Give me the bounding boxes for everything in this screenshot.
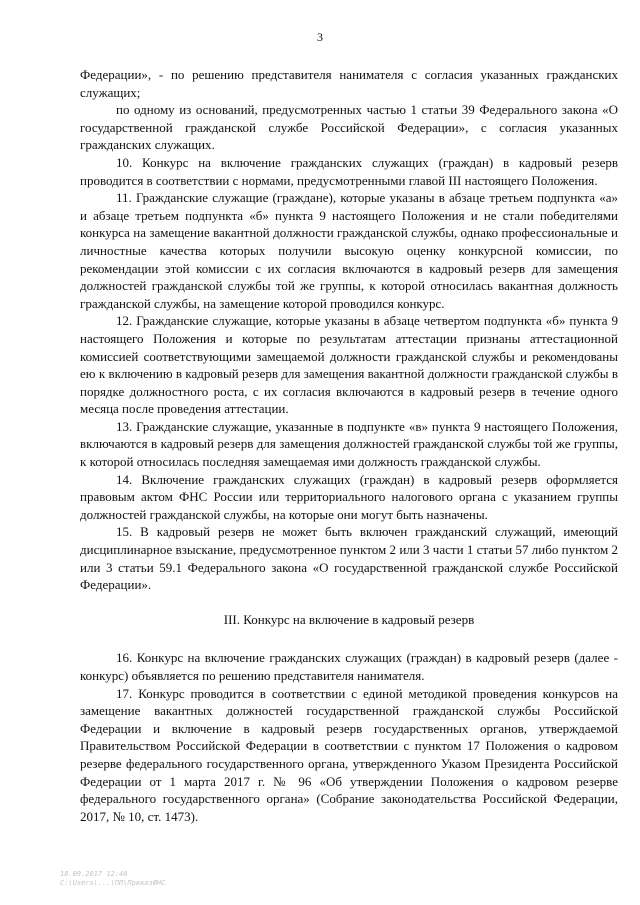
- paragraph-item-12: 12. Гражданские служащие, которые указаны в абзаце четвертом подпункта «б» пункта 9 настоящего Положения и которые по результатам аттестации признаны аттестационной комиссией соответствующими замещаемой должности гражданской службы и рекомендованы ею к включению в кадровый резерв для замещения вакантной должности гражданской службы в порядке должностного роста, с их согласия включаются в кадровый резерв в течение одного месяца после проведения аттестации.: [80, 313, 618, 417]
- paragraph-continuation-2: по одному из оснований, предусмотренных частью 1 статьи 39 Федерального закона «О государственной гражданской службе Российской Федерации», с согласия указанных гражданских служащих.: [80, 102, 618, 153]
- paragraph-continuation: Федерации», - по решению представителя нанимателя с согласия указанных гражданских служащих;: [80, 67, 618, 100]
- stamp-line-date: 18.09.2017 12:40: [60, 870, 128, 878]
- page-number: 3: [317, 30, 323, 44]
- paragraph-item-16: 16. Конкурс на включение гражданских служащих (граждан) в кадровый резерв (далее - конкурс) объявляется по решению представителя нанимателя.: [80, 650, 618, 683]
- paragraph-item-10: 10. Конкурс на включение гражданских служащих (граждан) в кадровый резерв проводится в соответствии с нормами, предусмотренными главой III настоящего Положения.: [80, 154, 618, 188]
- paragraph-item-14: 14. Включение гражданских служащих (граждан) в кадровый резерв оформляется правовым актом ФНС России или территориального налогового органа с указанием группы должностей гражданской службы, на которые они могут быть назначены.: [80, 471, 618, 522]
- document-stamp: [60, 870, 165, 888]
- paragraph-item-13: 13. Гражданские служащие, указанные в подпункте «в» пункта 9 настоящего Положения, включаются в кадровый резерв для замещения должностей гражданской службы той же группы, к которой относилась последняя замещаемая ими должность гражданской службы.: [80, 418, 618, 470]
- stamp-line-path: С:\Users\...\ПП\ПриказФНС: [60, 879, 166, 887]
- paragraph-item-17: 17. Конкурс проводится в соответствии с единой методикой проведения конкурсов на замещение вакантных должностей государственной гражданской службы Российской Федерации и включение в кадровый резерв государственных органов, утверждаемой Правительством Российской Федерации в соответствии с пунктом 17 Положения о кадровом резерве федерального государственного органа, утвержденного Указом Президента Российской Федерации от 1 марта 2017 г. № 96 «Об утверждении Положения о кадровом резерве федерального государственного органа» (Собрание законодательства Российской Федерации, 2017, № 10, ст. 1473).: [80, 685, 618, 824]
- section-heading: III. Конкурс на включение в кадровый резерв: [223, 611, 475, 627]
- document-body: [80, 66, 618, 825]
- paragraph-item-15: 15. В кадровый резерв не может быть включен гражданский служащий, имеющий дисциплинарное взыскание, предусмотренное пунктом 2 или 3 части 1 статьи 57 либо пунктом 2 или 3 статьи 59.1 Федерального закона «О государственной гражданской службе Российской Федерации».: [80, 524, 618, 593]
- paragraph-item-11: 11. Гражданские служащие (граждане), которые указаны в абзаце третьем подпункта «а» и абзаце третьем подпункта «б» пункта 9 настоящего Положения и не стали победителями конкурса на замещение вакантной должности гражданской службы, однако профессиональные и личностные качества которых получили высокую оценку конкурсной комиссии, по рекомендации этой комиссии с их согласия включаются в кадровый резерв для замещения должностей гражданской службы той же группы, к которой относилась вакантная должность гражданской службы, на замещение которой проводился конкурс.: [80, 190, 618, 311]
